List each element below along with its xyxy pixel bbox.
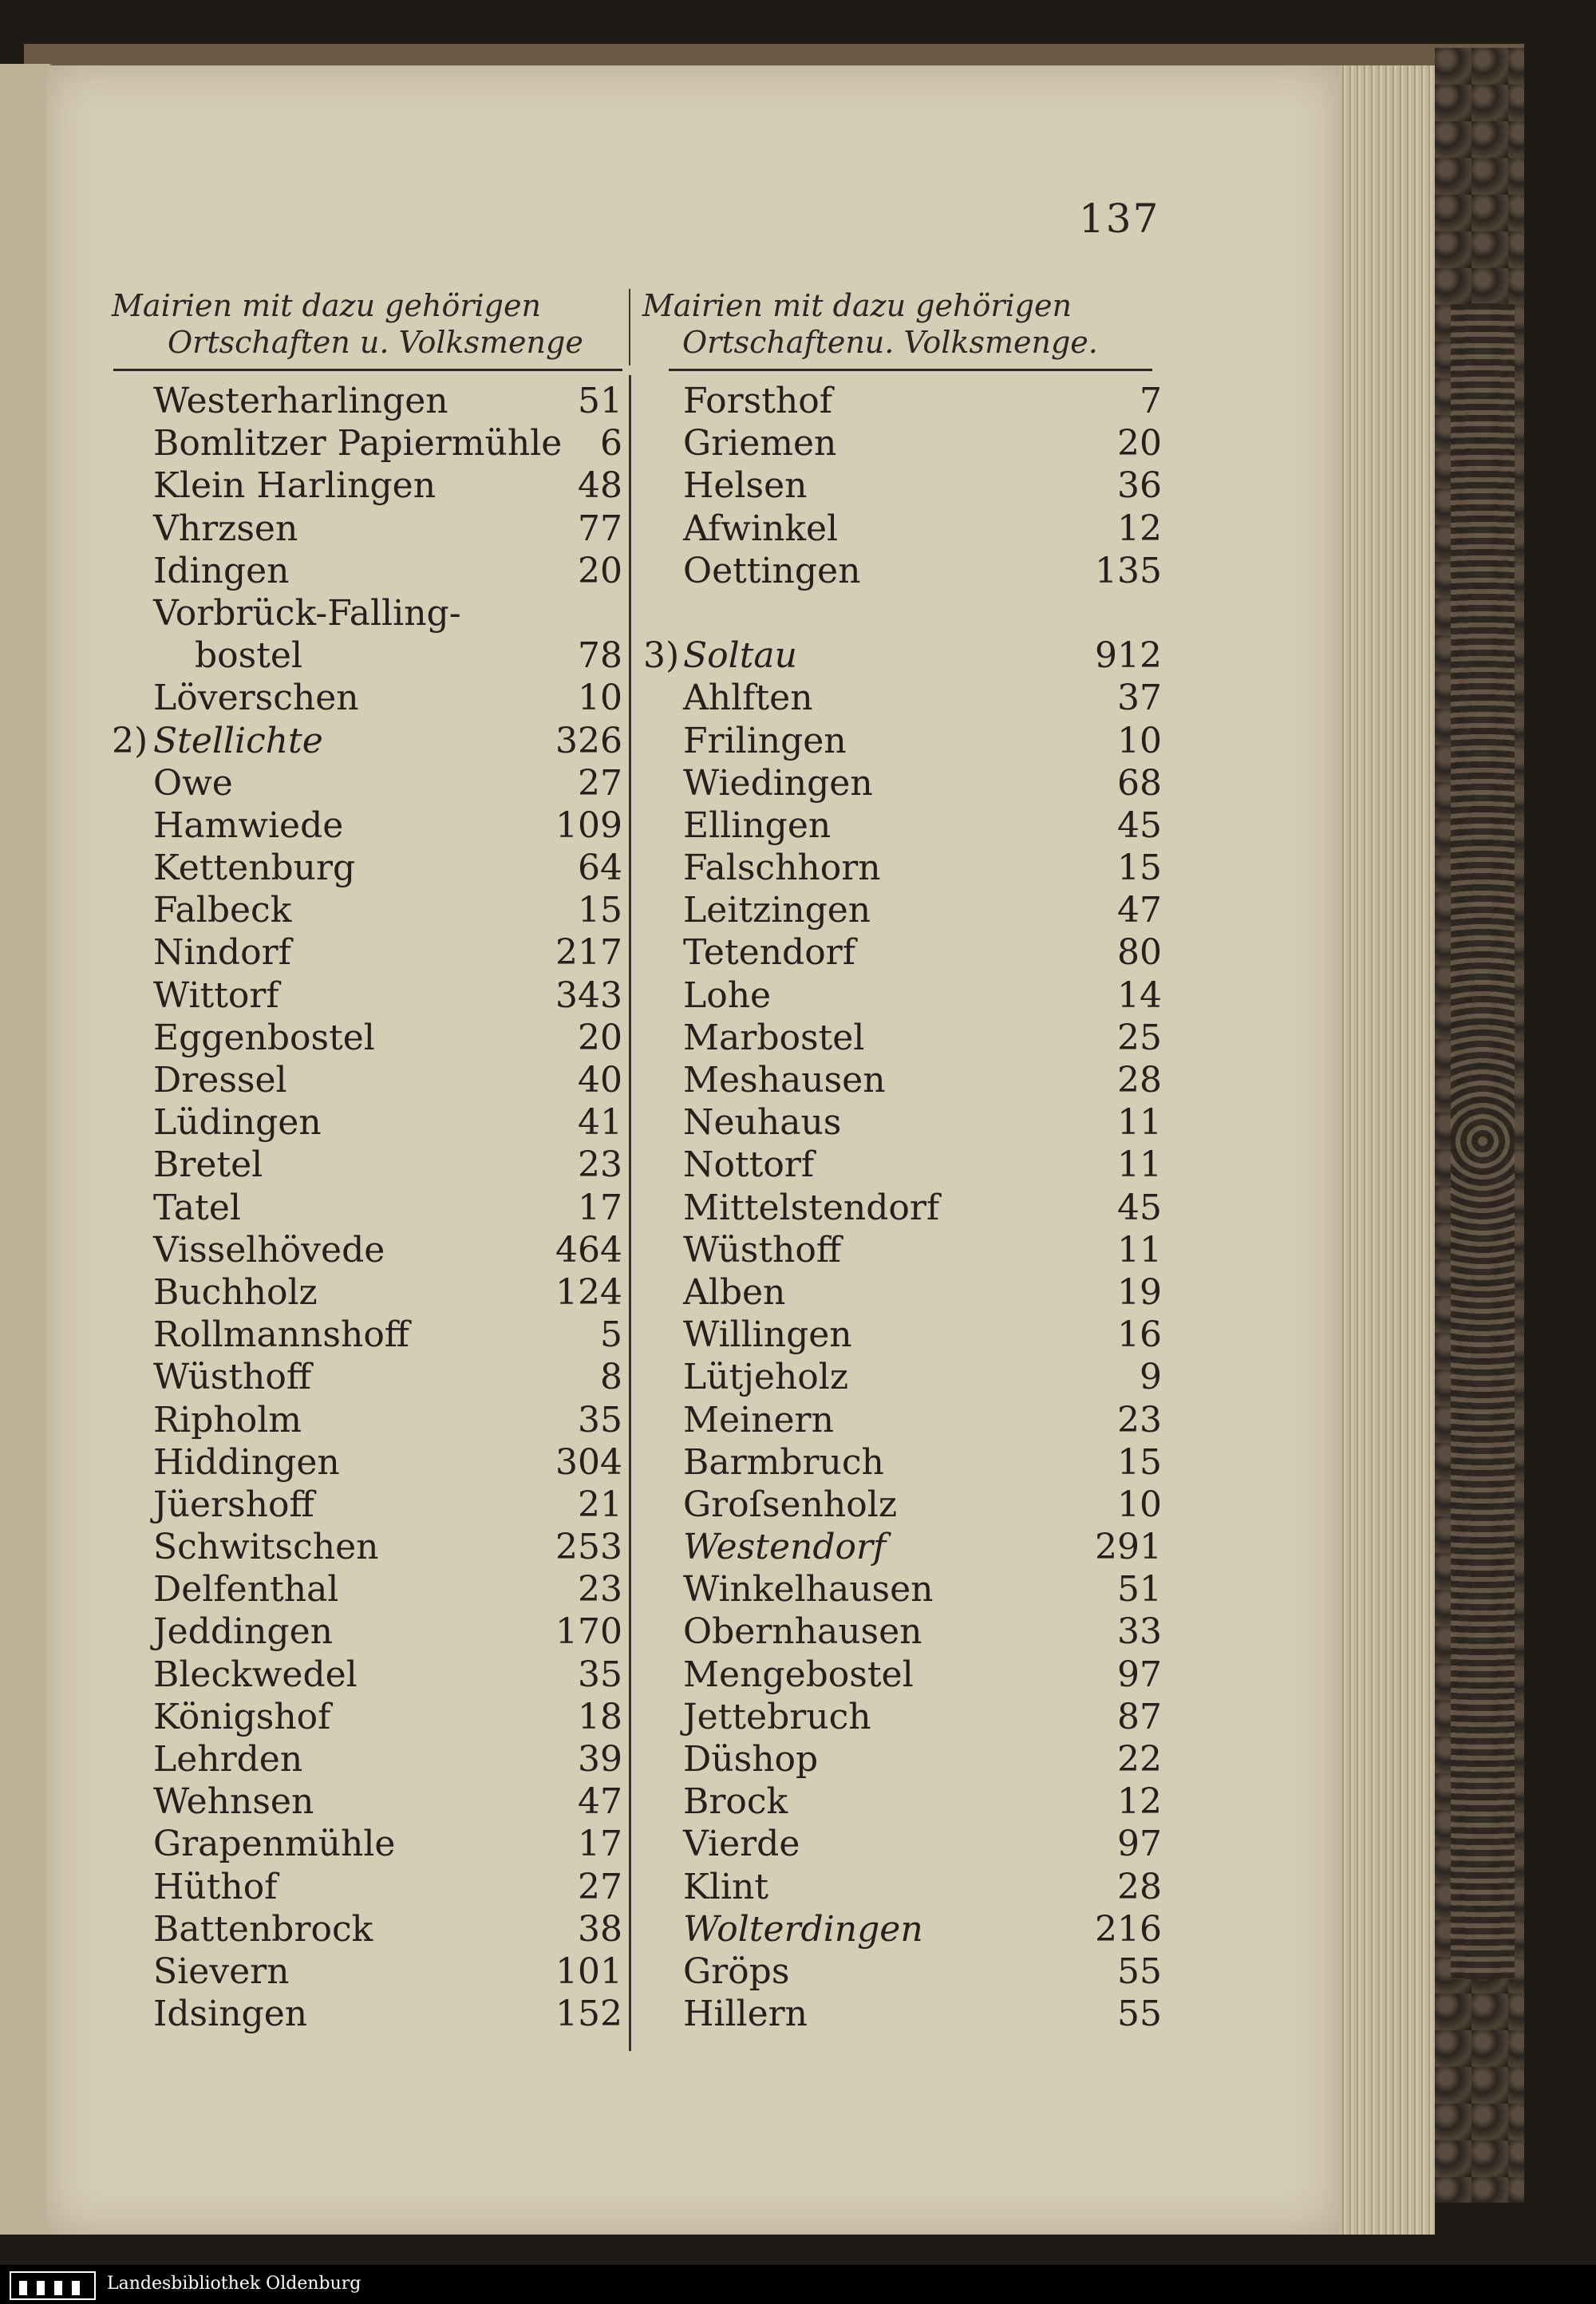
table-row — [112, 974, 622, 1017]
table-row — [643, 1908, 1162, 1950]
population-value: 22 — [1117, 1739, 1162, 1780]
table-row — [643, 804, 1162, 847]
place-name: Tatel — [153, 1187, 241, 1228]
table-row — [112, 1144, 622, 1186]
place-name: Grapenmühle — [153, 1824, 396, 1865]
population-value: 51 — [1117, 1569, 1162, 1610]
population-value: 343 — [555, 974, 622, 1016]
header-left-line-1: Mairien mit dazu gehörigen — [112, 288, 541, 323]
table-row — [643, 889, 1162, 931]
place-name: Barmbruch — [683, 1441, 884, 1483]
place-name: Groſsenholz — [683, 1484, 897, 1525]
population-value: 291 — [1095, 1527, 1162, 1568]
population-value: 23 — [578, 1144, 622, 1186]
place-name: Mengebostel — [683, 1654, 914, 1695]
population-value: 80 — [1117, 932, 1162, 974]
place-name: Marbostel — [683, 1017, 865, 1058]
population-value: 19 — [1117, 1271, 1162, 1313]
place-name: Buchholz — [153, 1271, 318, 1313]
population-value: 20 — [578, 1017, 622, 1058]
population-value: 152 — [555, 1994, 622, 2035]
place-name: Oettingen — [683, 550, 861, 591]
population-value: 40 — [578, 1060, 622, 1101]
table-row — [643, 1059, 1162, 1101]
place-name: Soltau — [683, 635, 797, 677]
header-divider — [629, 289, 630, 366]
table-row — [112, 804, 622, 847]
population-value: 47 — [578, 1781, 622, 1823]
table-row — [643, 1144, 1162, 1186]
place-name: Westendorf — [683, 1527, 887, 1568]
population-value: 217 — [555, 932, 622, 974]
book-top-edge — [24, 44, 1524, 68]
table-row — [112, 1780, 622, 1823]
population-value: 12 — [1117, 1781, 1162, 1823]
population-value: 36 — [1117, 465, 1162, 507]
table-row — [643, 931, 1162, 974]
table-row — [112, 380, 622, 422]
place-name: Ellingen — [683, 804, 832, 846]
table-row — [643, 1568, 1162, 1610]
place-name: Königshof — [153, 1696, 331, 1737]
place-name: Wiedingen — [683, 762, 873, 804]
table-row — [112, 1950, 622, 1993]
section-marker: 3) — [643, 635, 680, 677]
place-name: Nindorf — [153, 932, 291, 974]
table-row — [112, 1187, 622, 1229]
place-name: Wolterdingen — [683, 1908, 923, 1950]
table-row — [643, 464, 1162, 507]
place-name: Bleckwedel — [153, 1654, 358, 1695]
place-name: Vorbrück-Falling- — [153, 592, 461, 634]
header-rule-left — [113, 369, 622, 371]
place-name: Jüershoff — [153, 1484, 314, 1525]
table-row — [112, 464, 622, 507]
place-name: Hamwiede — [153, 804, 344, 846]
table-row — [643, 592, 1162, 634]
place-name: Afwinkel — [683, 508, 839, 549]
population-value: 15 — [1117, 848, 1162, 889]
table-row — [643, 847, 1162, 889]
table-row — [112, 1866, 622, 1908]
page-number: 137 — [1079, 196, 1160, 242]
population-value: 216 — [1095, 1908, 1162, 1950]
population-value: 21 — [578, 1484, 622, 1525]
library-logo-icon — [10, 2271, 96, 2300]
table-row — [112, 1101, 622, 1144]
table-row — [112, 762, 622, 804]
population-value: 45 — [1117, 804, 1162, 846]
table-row — [643, 634, 1162, 677]
table-row — [643, 1101, 1162, 1144]
table-row — [643, 1441, 1162, 1484]
place-name: Mittelstendorf — [683, 1187, 940, 1228]
population-value: 10 — [1117, 720, 1162, 761]
place-name: Bomlitzer Papiermühle — [153, 423, 563, 464]
population-value: 27 — [578, 762, 622, 804]
population-value: 37 — [1117, 678, 1162, 719]
place-name: Brock — [683, 1781, 788, 1823]
table-row — [643, 762, 1162, 804]
table-row — [112, 1059, 622, 1101]
place-name: Tetendorf — [683, 932, 856, 974]
population-value: 11 — [1117, 1229, 1162, 1271]
place-name: Delfenthal — [153, 1569, 339, 1610]
place-name: Winkelhausen — [683, 1569, 934, 1610]
population-value: 77 — [578, 508, 622, 549]
place-name: Wittorf — [153, 974, 279, 1016]
table-row — [112, 1738, 622, 1780]
place-name: Owe — [153, 762, 233, 804]
table-row — [112, 1526, 622, 1568]
place-name: Rollmannshoff — [153, 1314, 410, 1356]
place-name: Willingen — [683, 1314, 852, 1356]
place-name: Obernhausen — [683, 1611, 922, 1653]
place-name: Helsen — [683, 465, 808, 507]
place-name: Visselhövede — [153, 1229, 385, 1271]
table-row — [112, 677, 622, 719]
population-value: 10 — [1117, 1484, 1162, 1525]
population-value: 27 — [578, 1866, 622, 1907]
population-value: 20 — [578, 550, 622, 591]
table-row — [643, 1738, 1162, 1780]
population-value: 464 — [555, 1229, 622, 1271]
population-value: 39 — [578, 1739, 622, 1780]
table-row — [643, 380, 1162, 422]
population-value: 38 — [578, 1908, 622, 1950]
population-value: 41 — [578, 1102, 622, 1144]
header-left — [112, 287, 622, 361]
place-name: Bretel — [153, 1144, 263, 1186]
table-row — [643, 720, 1162, 762]
table-row — [643, 1017, 1162, 1059]
place-name: Klint — [683, 1866, 769, 1907]
table-row — [112, 1610, 622, 1653]
place-name: Griemen — [683, 423, 837, 464]
table-row — [112, 634, 622, 677]
population-value: 304 — [555, 1441, 622, 1483]
place-name: Lehrden — [153, 1739, 303, 1780]
population-value: 170 — [555, 1611, 622, 1653]
table-row — [643, 1399, 1162, 1441]
table-row — [112, 1908, 622, 1950]
place-name: Hiddingen — [153, 1441, 340, 1483]
place-name: Gröps — [683, 1950, 790, 1992]
table-row — [112, 1993, 622, 2035]
table-row — [112, 1229, 622, 1271]
population-value: 28 — [1117, 1866, 1162, 1907]
table-row — [112, 508, 622, 550]
place-name: Meshausen — [683, 1060, 886, 1101]
place-name: Battenbrock — [153, 1908, 373, 1950]
population-value: 35 — [578, 1654, 622, 1695]
population-value: 10 — [578, 678, 622, 719]
header-left-line-2: Ortschaften u. Volksmenge — [168, 325, 583, 360]
table-row — [112, 847, 622, 889]
population-value: 109 — [555, 804, 622, 846]
population-value: 45 — [1117, 1187, 1162, 1228]
table-row — [112, 1399, 622, 1441]
table-row — [112, 1356, 622, 1398]
population-value: 253 — [555, 1527, 622, 1568]
table-row — [643, 1950, 1162, 1993]
population-value: 55 — [1117, 1950, 1162, 1992]
header-rule-right — [669, 369, 1152, 371]
place-name: Ripholm — [153, 1399, 302, 1440]
population-value: 101 — [555, 1950, 622, 1992]
population-value: 48 — [578, 465, 622, 507]
place-name: Wüsthoff — [153, 1357, 312, 1398]
population-value: 14 — [1117, 974, 1162, 1016]
header-right — [642, 287, 1153, 361]
place-name: Falbeck — [153, 890, 292, 931]
place-name: Lohe — [683, 974, 772, 1016]
place-name: Falschhorn — [683, 848, 881, 889]
table-row — [112, 592, 622, 634]
population-value: 8 — [600, 1357, 622, 1398]
table-row — [643, 1526, 1162, 1568]
place-name: bostel — [195, 635, 303, 677]
place-name: Sievern — [153, 1950, 290, 1992]
column-divider — [629, 375, 631, 2051]
table-row — [112, 1654, 622, 1696]
population-value: 20 — [1117, 423, 1162, 464]
population-value: 35 — [578, 1399, 622, 1440]
place-name: Meinern — [683, 1399, 834, 1440]
population-value: 7 — [1140, 381, 1162, 421]
header-right-line-2: Ortschaftenu. Volksmenge. — [682, 325, 1098, 360]
place-name: Dressel — [153, 1060, 287, 1101]
table-row — [643, 550, 1162, 592]
table-row — [643, 1993, 1162, 2035]
right-column — [643, 380, 1162, 2035]
table-row — [112, 889, 622, 931]
table-row — [112, 1568, 622, 1610]
table-row — [643, 677, 1162, 719]
population-value: 97 — [1117, 1654, 1162, 1695]
population-value: 15 — [1117, 1441, 1162, 1483]
table-row — [112, 931, 622, 974]
table-row — [643, 1696, 1162, 1738]
table-row — [643, 508, 1162, 550]
place-name: Jeddingen — [153, 1611, 333, 1653]
place-name: Forsthof — [683, 381, 833, 421]
table-row — [643, 1866, 1162, 1908]
population-value: 18 — [578, 1696, 622, 1737]
table-row — [112, 1823, 622, 1865]
table-row — [643, 1780, 1162, 1823]
place-name: Kettenburg — [153, 848, 356, 889]
population-value: 55 — [1117, 1994, 1162, 2035]
place-name: Jettebruch — [683, 1696, 871, 1737]
table-row — [643, 974, 1162, 1017]
place-name: Wehnsen — [153, 1781, 314, 1823]
place-name: Alben — [683, 1271, 786, 1313]
population-value: 17 — [578, 1824, 622, 1865]
population-value: 25 — [1117, 1017, 1162, 1058]
place-name: Löverschen — [153, 678, 359, 719]
page-stack-edge — [1339, 65, 1435, 2235]
population-value: 124 — [555, 1271, 622, 1313]
population-value: 51 — [578, 381, 622, 421]
footer-bar — [0, 2265, 1596, 2304]
place-name: Ahlften — [683, 678, 813, 719]
place-name: Klein Harlingen — [153, 465, 437, 507]
header-right-line-1: Mairien mit dazu gehörigen — [642, 288, 1072, 323]
table-row — [112, 1017, 622, 1059]
place-name: Vierde — [683, 1824, 800, 1865]
population-value: 23 — [578, 1569, 622, 1610]
population-value: 87 — [1117, 1696, 1162, 1737]
table-row — [643, 1610, 1162, 1653]
place-name: Hüthof — [153, 1866, 278, 1907]
population-value: 135 — [1095, 550, 1162, 591]
table-row — [112, 1314, 622, 1356]
population-value: 23 — [1117, 1399, 1162, 1440]
population-value: 15 — [578, 890, 622, 931]
table-row — [643, 1314, 1162, 1356]
population-value: 64 — [578, 848, 622, 889]
place-name: Idsingen — [153, 1994, 308, 2035]
table-row — [112, 1696, 622, 1738]
table-row — [643, 1484, 1162, 1526]
population-value: 326 — [555, 720, 622, 761]
population-value: 9 — [1140, 1357, 1162, 1398]
place-name: Schwitschen — [153, 1527, 379, 1568]
table-row — [112, 1271, 622, 1314]
population-value: 33 — [1117, 1611, 1162, 1653]
place-name: Neuhaus — [683, 1102, 842, 1144]
population-value: 78 — [578, 635, 622, 677]
table-row — [112, 550, 622, 592]
table-row — [643, 422, 1162, 464]
place-name: Hillern — [683, 1994, 808, 2035]
left-page-edge — [0, 64, 52, 2235]
table-row — [643, 1187, 1162, 1229]
table-row — [643, 1356, 1162, 1398]
table-row — [643, 1654, 1162, 1696]
population-value: 68 — [1117, 762, 1162, 804]
place-name: Idingen — [153, 550, 290, 591]
marbled-cover — [1451, 303, 1515, 1979]
place-name: Frilingen — [683, 720, 847, 761]
left-column — [112, 380, 622, 2035]
place-name: Vhrzsen — [153, 508, 298, 549]
population-value: 47 — [1117, 890, 1162, 931]
place-name: Westerharlingen — [153, 381, 448, 421]
place-name: Eggenbostel — [153, 1017, 375, 1058]
population-value: 6 — [600, 423, 622, 464]
place-name: Lüdingen — [153, 1102, 322, 1144]
place-name: Stellichte — [153, 720, 323, 761]
population-value: 16 — [1117, 1314, 1162, 1356]
table-row — [112, 1484, 622, 1526]
table-row — [112, 720, 622, 762]
section-marker: 2) — [112, 720, 148, 761]
place-name: Lütjeholz — [683, 1357, 849, 1398]
table-row — [112, 1441, 622, 1484]
population-value: 12 — [1117, 508, 1162, 549]
place-name: Nottorf — [683, 1144, 815, 1186]
table-row — [112, 422, 622, 464]
footer-library-name: Landesbibliothek Oldenburg — [107, 2274, 361, 2294]
table-row — [643, 1271, 1162, 1314]
population-value: 912 — [1095, 635, 1162, 677]
population-value: 11 — [1117, 1102, 1162, 1144]
place-name: Leitzingen — [683, 890, 871, 931]
table-row — [643, 1229, 1162, 1271]
population-value: 5 — [600, 1314, 622, 1356]
population-value: 28 — [1117, 1060, 1162, 1101]
population-value: 11 — [1117, 1144, 1162, 1186]
population-value: 97 — [1117, 1824, 1162, 1865]
population-value: 17 — [578, 1187, 622, 1228]
place-name: Düshop — [683, 1739, 819, 1780]
place-name: Wüsthoff — [683, 1229, 842, 1271]
table-row — [643, 1823, 1162, 1865]
